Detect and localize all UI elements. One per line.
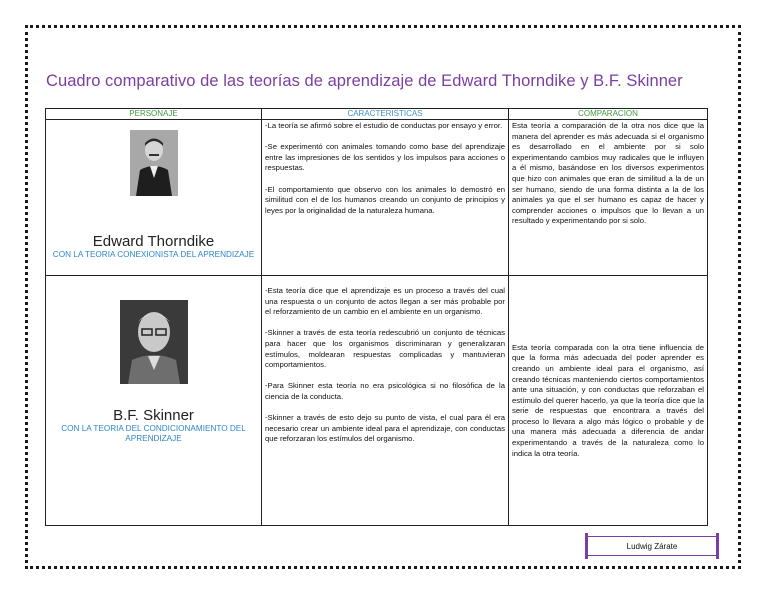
comparison-cell-skinner	[509, 276, 708, 526]
table-header-row	[46, 109, 708, 120]
comparison-text: Esta teoría a comparación de la otra nos dice que la manera del aprender es más adecuada si el organismo es desarrollado en el ambiente por si solo experimentando cambios muy radicales que le influyen a él mismo, basándose en los diversos experimentos que hizo con animales que eran de similitud a la de un ser humano, siendo de una forma distinta a la de los animales ya que el ser humano es capaz de hacer y comprender acciones o impulsos que lo llevan a un resultado y experimentando por si solo.	[512, 121, 704, 226]
header-comparacion: COMPARACION	[509, 109, 708, 120]
person-theory-thorndike: CON LA TEORIA CONEXIONISTA DEL APRENDIZAJE	[52, 250, 255, 259]
characteristic-item: -Skinner a través de esta teoría redescubrió un conjunto de técnicas para hacer que los organismos discriminaran y generalizaran estímulos, moldearan respuestas complicadas y mantuvieran comportamientos.	[265, 328, 505, 370]
characteristic-item: -El comportamiento que observo con los animales lo demostró en similitud con el de los humanos creando un conjunto de principios y leyes por la originalidad de la naturaleza humana.	[265, 184, 505, 215]
person-name-thorndike: Edward Thorndike	[92, 233, 215, 250]
portrait-photo-icon	[130, 130, 178, 196]
characteristic-item: -Skinner a través de esto dejo su punto de vista, el cual para él era necesario crear un ambiente ideal para el aprendizaje, con conductas que reforzaran los estímulos del organismo.	[265, 413, 505, 444]
portrait-photo-icon	[120, 300, 188, 384]
header-caracteristicas: CARACTERISTICAS	[262, 109, 509, 120]
table-row	[46, 276, 708, 526]
author-name: Ludwig Zárate	[626, 541, 678, 551]
table-row	[46, 120, 708, 276]
characteristics-cell-skinner	[262, 276, 509, 526]
characteristics-cell-thorndike	[262, 120, 509, 276]
author-signature-box	[585, 536, 719, 556]
comparison-text: Esta teoría comparada con la otra tiene influencia de que la forma más adecuada del poder aprender es creando un ambiente ideal para el organismo, así creando técnicas manteniendo ciertos comportamientos ante una situación, y con conductas que reforzaban el estímulo del querer hacerlo, ya que la teoría dice que la serie de respuestas que encontrara a través del proceso lo llevara a algo más lógico o probable y de una manera más adecuada a diferencia de andar experimentando a través de la naturaleza como lo indica la otra teoría.	[512, 342, 704, 458]
document-title: Cuadro comparativo de las teorías de aprendizaje de Edward Thorndike y B.F. Skinner	[46, 72, 683, 90]
comparison-cell-thorndike	[509, 120, 708, 276]
person-name-skinner: B.F. Skinner	[113, 407, 194, 424]
header-personaje: PERSONAJE	[46, 109, 262, 120]
characteristic-item: -Se experimentó con animales tomando como base del aprendizaje entre las impresiones de los sentidos y los impulsos para acciones o respuestas.	[265, 142, 505, 173]
comparison-table	[45, 108, 708, 526]
characteristic-item: -Para Skinner esta teoría no era psicológica si no filosófica de la ciencia de la conducta.	[265, 381, 505, 401]
characteristic-item: -La teoría se afirmó sobre el estudio de conductas por ensayo y error.	[265, 121, 503, 130]
person-theory-skinner: CON LA TEORIA DEL CONDICIONAMIENTO DEL APRENDIZAJE	[61, 424, 246, 443]
person-cell-thorndike	[46, 120, 262, 276]
characteristic-item: -Esta teoría dice que el aprendizaje es un proceso a través del cual una respuesta o un conjunto de actos llegan a ser más probable por el reforzamiento de un cambio en el ambiente en un organismo.	[265, 286, 505, 317]
person-cell-skinner	[46, 276, 262, 526]
